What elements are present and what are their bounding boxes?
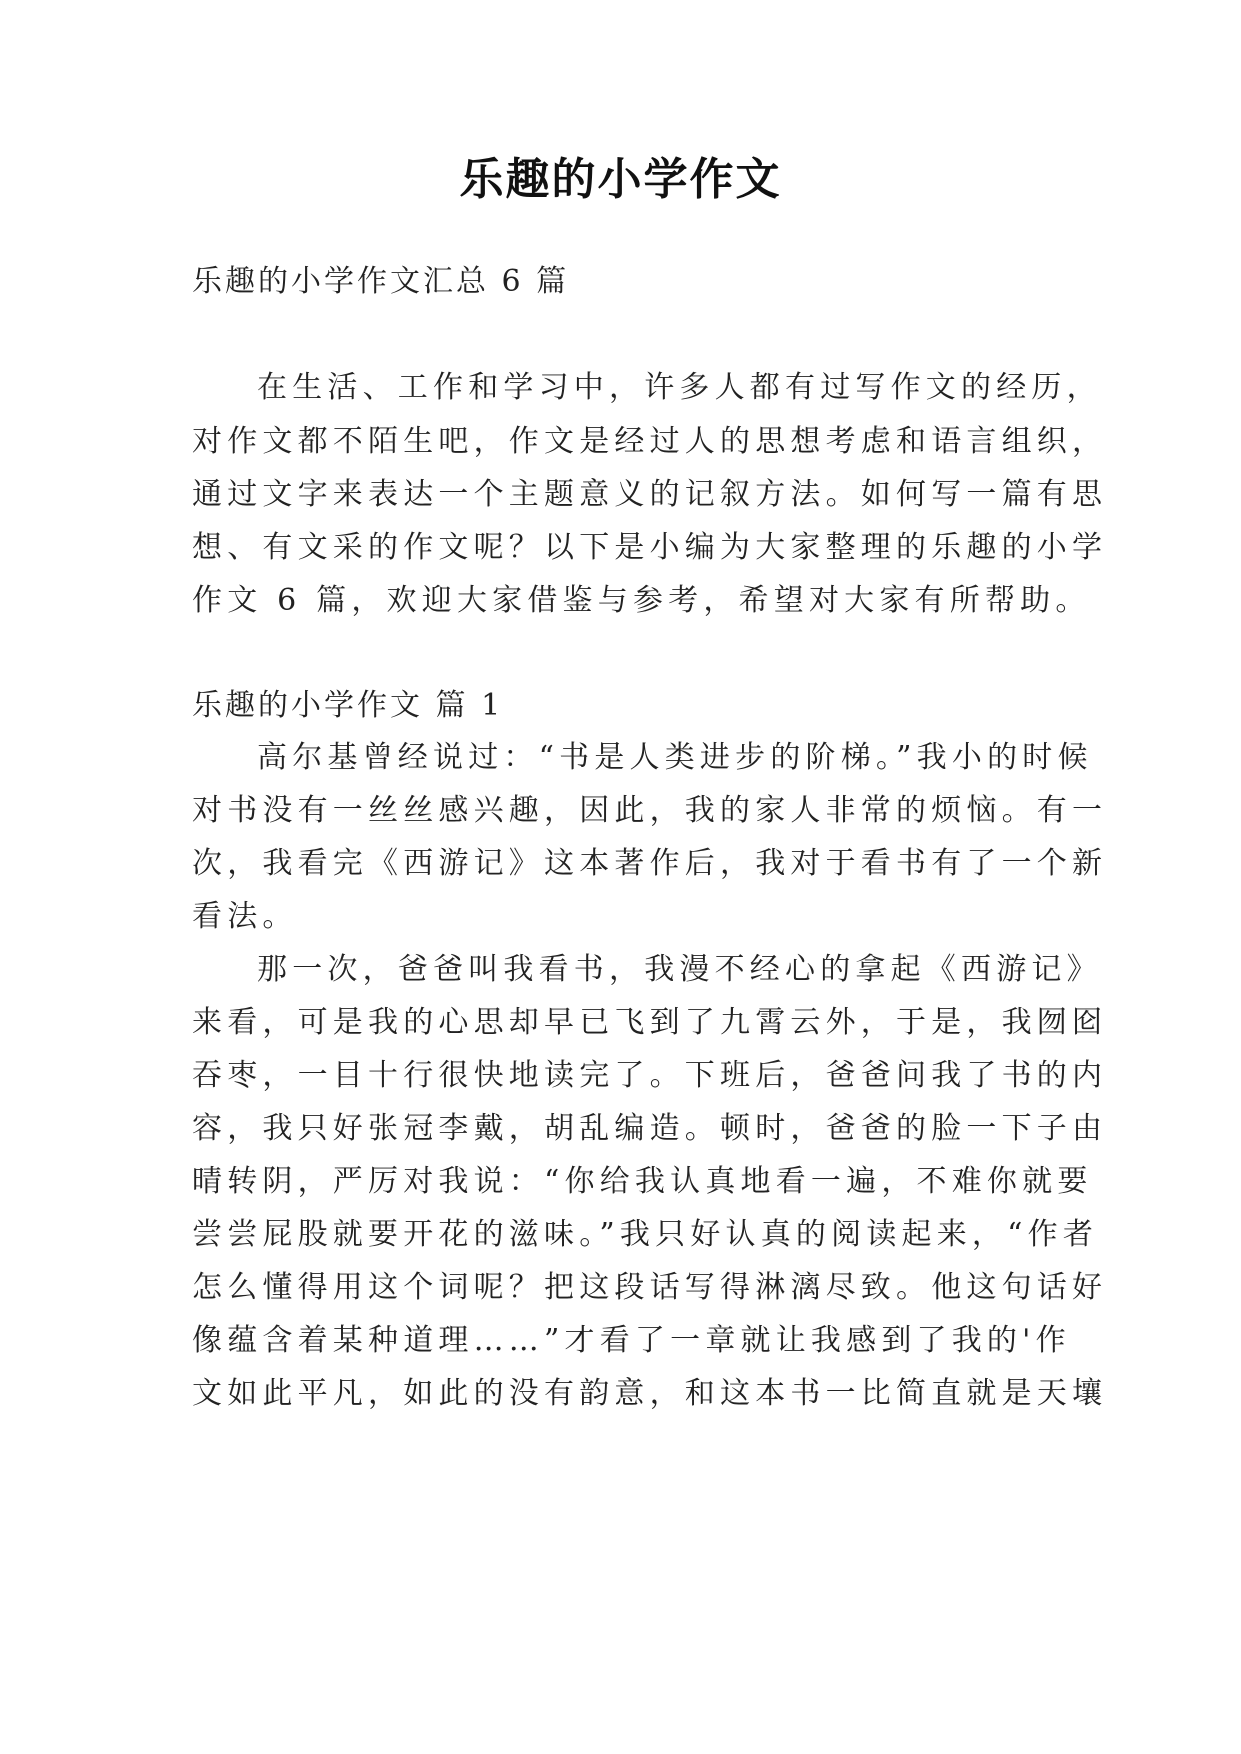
intro-line: 想、有文采的作文呢？以下是小编为大家整理的乐趣的小学: [192, 530, 1108, 565]
document-title: 乐趣的小学作文: [459, 154, 782, 205]
section-heading: 乐趣的小学作文 篇 1: [192, 688, 504, 723]
paragraph-line: 尝尝屁股就要开花的滋味。”我只好认真的阅读起来，“作者: [192, 1217, 1099, 1252]
intro-line: 通过文字来表达一个主题意义的记叙方法。如何写一篇有思: [192, 477, 1108, 512]
paragraph-line: 那一次，爸爸叫我看书，我漫不经心的拿起《西游记》: [257, 952, 1102, 987]
paragraph-line: 对书没有一丝丝感兴趣，因此，我的家人非常的烦恼。有一: [192, 793, 1108, 828]
paragraph-line: 文如此平凡，如此的没有韵意，和这本书一比简直就是天壤: [192, 1376, 1108, 1411]
intro-line: 作文 6 篇，欢迎大家借鉴与参考，希望对大家有所帮助。: [192, 583, 1091, 618]
intro-line: 对作文都不陌生吧，作文是经过人的思想考虑和语言组织，: [192, 424, 1108, 459]
paragraph-line: 看法。: [192, 899, 298, 934]
paragraph-line: 晴转阴，严厉对我说：“你给我认真地看一遍，不难你就要: [192, 1164, 1093, 1199]
paragraph-line: 来看，可是我的心思却早已飞到了九霄云外，于是，我囫囵: [192, 1005, 1108, 1040]
intro-line: 在生活、工作和学习中，许多人都有过写作文的经历，: [257, 370, 1102, 405]
paragraph-line: 高尔基曾经说过：“书是人类进步的阶梯。”我小的时候: [257, 740, 1093, 775]
document-subtitle: 乐趣的小学作文汇总 6 篇: [192, 264, 570, 299]
paragraph-line: 怎么懂得用这个词呢？把这段话写得淋漓尽致。他这句话好: [192, 1270, 1108, 1305]
paragraph-line: 吞枣，一目十行很快地读完了。下班后，爸爸问我了书的内: [192, 1058, 1108, 1093]
paragraph-line: 容，我只好张冠李戴，胡乱编造。顿时，爸爸的脸一下子由: [192, 1111, 1108, 1146]
paragraph-line: 像蕴含着某种道理……”才看了一章就让我感到了我的'作: [192, 1323, 1071, 1358]
paragraph-line: 次，我看完《西游记》这本著作后，我对于看书有了一个新: [192, 846, 1108, 881]
